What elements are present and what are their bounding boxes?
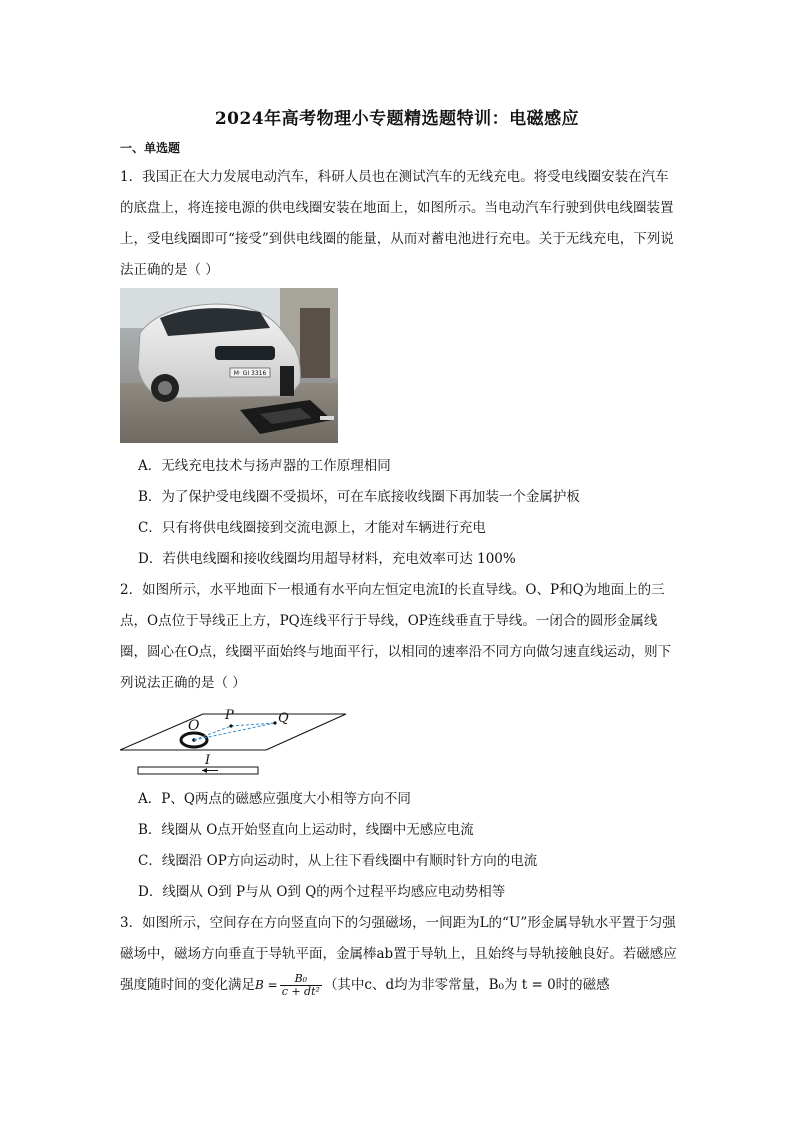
line-oq [194,723,275,740]
question-3-text-b: （其中c、d均为非零常量，B₀为 t = 0时的磁感 [323,977,610,993]
question-2-option-c[interactable]: C．线圈沿 OP方向运动时，从上往下看线圈中有顺时针方向的电流 [138,853,538,869]
question-1-option-b[interactable]: B．为了保护受电线圈不受损坏，可在车底接收线圈下再加装一个金属护板 [138,489,580,505]
label-o: O [188,718,200,734]
point-q-dot [273,721,276,724]
page-title: 2024年高考物理小专题精选题特训：电磁感应 [214,109,580,129]
ev-wireless-charging-photo [120,288,338,443]
section-heading: 一、单选题 [120,141,181,155]
question-3-text-a: 3．如图所示，空间存在方向竖直向下的匀强磁场，一间距为L的“U”形金属导轨水平置于匀强磁场中，磁场方向垂直于导轨平面，金属棒ab置于导轨上，且始终与导轨接触良好。若磁感应强度随时间的变化满足 [120,915,677,993]
question-1-option-c[interactable]: C．只有将供电线圈接到交流电源上，才能对车辆进行充电 [138,520,486,536]
question-2-option-d[interactable]: D．线圈从 O到 P与从 O到 Q的两个过程平均感应电动势相等 [138,884,506,900]
question-1-stem: 1．我国正在大力发展电动汽车，科研人员也在测试汽车的无线充电。将受电线圈安装在汽车的底盘上，将连接电源的供电线圈安装在地面上，如图所示。当电动汽车行驶到供电线圈装置上，受电线圈即可“接受”到供电线圈的能量，从而对蓄电池进行充电。关于无线充电，下列说法正确的是（ ） [120,169,674,278]
label-q: Q [278,711,289,726]
question-1-option-d[interactable]: D．若供电线圈和接收线圈均用超导材料，充电效率可达 100% [138,551,516,567]
question-2-option-b[interactable]: B．线圈从 O点开始竖直向上运动时，线圈中无感应电流 [138,822,474,838]
question-2-option-a[interactable]: A．P、Q两点的磁感应强度大小相等方向不同 [138,791,411,807]
point-p-dot [229,724,232,727]
wire-coil-diagram [118,700,358,780]
current-arrow-head [202,768,207,773]
formula-fraction [280,973,322,998]
straight-wire [138,767,258,774]
label-p: P [225,708,234,723]
formula-denominator: c + dt² [281,985,320,998]
question-3-stem [120,908,680,1001]
car-photo-illustration [120,288,338,443]
license-plate-text: M· GI 3316 [233,370,267,377]
question-2-stem: 2．如图所示，水平地面下一根通有水平向左恒定电流I的长直导线。O、P和Q为地面上的三点，O点位于导线正上方，PQ连线平行于导线，OP连线垂直于导线。一闭合的圆形金属线圈，圆心在O点，线圈平面始终与地面平行，以相同的速率沿不同方向做匀速直线运动，则下列说法正确的是（ ） [120,582,672,691]
label-current-i: I [205,753,211,768]
question-1-option-a[interactable]: A．无线充电技术与扬声器的工作原理相同 [138,458,391,474]
ground-plane-figure [118,700,358,780]
formula-numerator: B₀ [280,973,322,986]
formula-lhs: B = [255,978,278,992]
